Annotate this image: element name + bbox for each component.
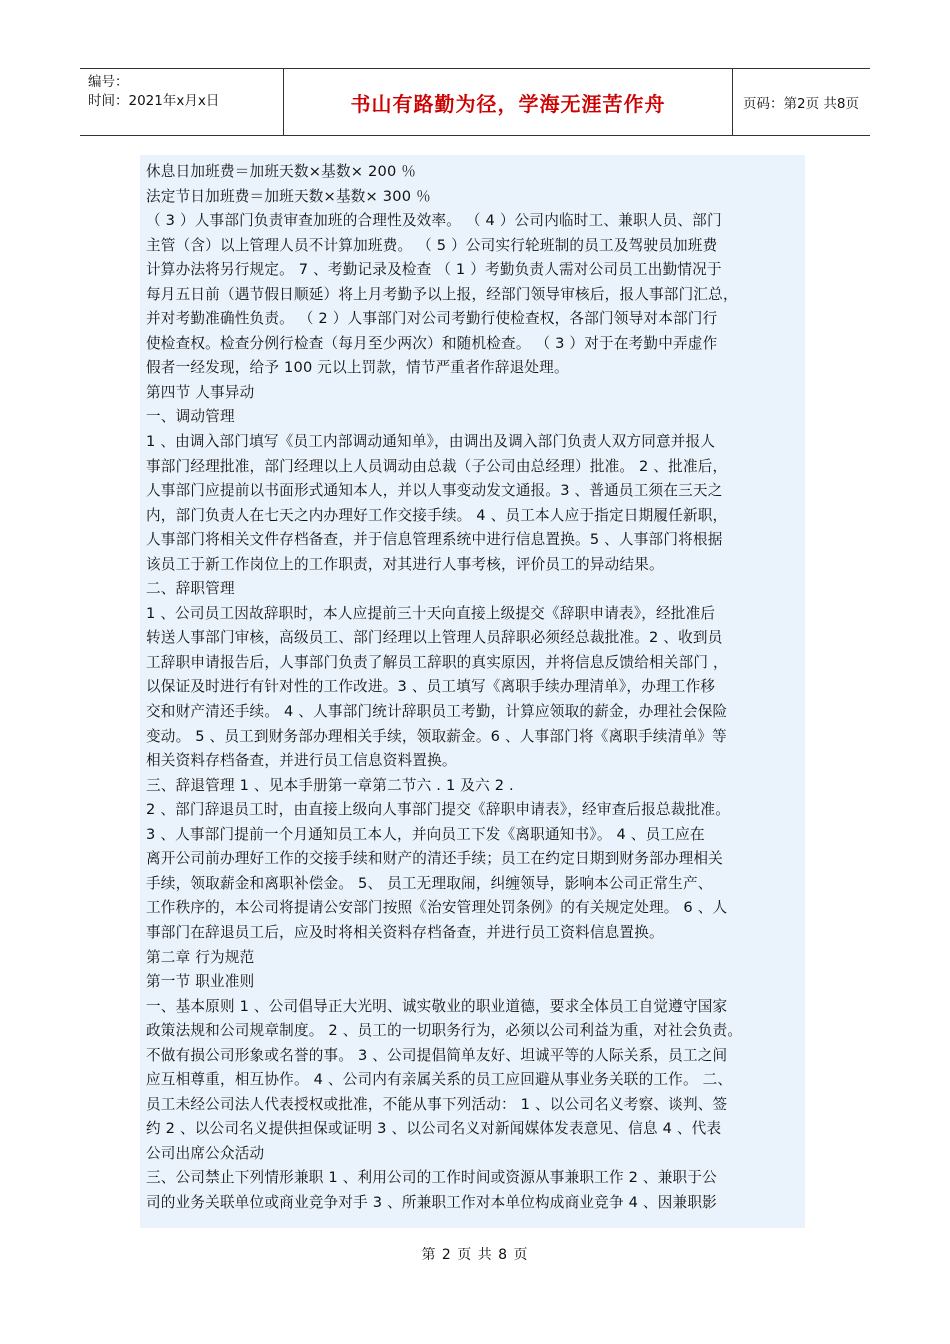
text-line: 手续，领取薪金和离职补偿金。 5、 员工无理取闹，纠缠领导，影响本公司正常生产、	[146, 874, 713, 892]
text-line: 该员工于新工作岗位上的工作职责，对其进行人事考核，评价员工的异动结果。	[146, 555, 664, 573]
text-line: 二、辞职管理	[146, 580, 235, 598]
text-line: 变动。 5 、员工到财务部办理相关手续，领取薪金。6 、人事部门将《离职手续清单》等	[146, 727, 727, 745]
document-number: 编号：	[88, 74, 129, 90]
text-line: 员工未经公司法人代表授权或批准，不能从事下列活动： 1 、以公司名义考察、谈判、签	[146, 1095, 728, 1113]
text-line: 司的业务关联单位或商业竞争对手 3 、所兼职工作对本单位构成商业竞争 4 、因兼职影	[146, 1193, 717, 1211]
text-line: 主管（含）以上管理人员不计算加班费。 （ 5 ）公司实行轮班制的员工及驾驶员加班费	[146, 236, 718, 254]
text-line: 计算办法将另行规定。 7 、考勤记录及检查 （ 1 ）考勤负责人需对公司员工出勤情况于	[146, 261, 722, 279]
text-line: 1 、公司员工因故辞职时，本人应提前三十天向直接上级提交《辞职申请表》，经批准后	[146, 604, 716, 622]
text-line: 以保证及时进行有针对性的工作改进。3 、员工填写《离职手续办理清单》，办理工作移	[146, 678, 716, 696]
text-line: 1 、由调入部门填写《员工内部调动通知单》，由调出及调入部门负责人双方同意并报人	[146, 433, 716, 451]
text-line: 交和财产清还手续。 4 、人事部门统计辞职员工考勤，计算应领取的薪金，办理社会保险	[146, 703, 728, 721]
document-body	[140, 155, 805, 1228]
text-line: 假者一经发现，给予 100 元以上罚款，情节严重者作辞退处理。	[146, 359, 569, 377]
text-line: 三、公司禁止下列情形兼职 1 、利用公司的工作时间或资源从事兼职工作 2 、兼职于公	[146, 1169, 717, 1187]
text-line: 事部门在辞退员工后，应及时将相关资料存档备查，并进行员工资料信息置换。	[146, 923, 664, 941]
header-motto-cell	[283, 69, 733, 135]
header-page-cell	[733, 69, 870, 135]
text-line: 转送人事部门审核，高级员工、部门经理以上管理人员辞职必须经总裁批准。2 、收到员	[146, 629, 723, 647]
text-line: 2 、部门辞退员工时，由直接上级向人事部门提交《辞职申请表》，经审查后报总裁批准。	[146, 801, 730, 819]
text-line: 第四节 人事异动	[146, 383, 255, 401]
text-line: 休息日加班费＝加班天数×基数× 200 ％	[146, 163, 417, 180]
text-line: 法定节日加班费＝加班天数×基数× 300 ％	[146, 187, 431, 205]
text-line: 3 、人事部门提前一个月通知员工本人，并向员工下发《离职通知书》。 4 、员工应在	[146, 825, 705, 843]
page-header	[80, 68, 870, 136]
text-line: 政策法规和公司规章制度。 2 、员工的一切职务行为，必须以公司利益为重，对社会负责。	[146, 1022, 743, 1040]
text-line: 第二章 行为规范	[146, 948, 255, 966]
page-footer: 第 2 页 共 8 页	[421, 1247, 529, 1263]
document-date: 时间：2021年x月x日	[88, 93, 220, 109]
text-line: 人事部门将相关文件存档备查，并于信息管理系统中进行信息置换。5 、人事部门将根据	[146, 531, 723, 549]
text-line: 公司出席公众活动	[146, 1144, 265, 1162]
text-line: 并对考勤准确性负责。 （ 2 ）人事部门对公司考勤行使检查权，各部门领导对本部门行	[146, 310, 718, 328]
text-line: 不做有损公司形象或名誉的事。 3 、公司提倡简单友好、坦诚平等的人际关系，员工之间	[146, 1046, 728, 1064]
text-line: 工辞职申请报告后，人事部门负责了解员工辞职的真实原因，并将信息反馈给相关部门 ，	[146, 653, 728, 671]
text-line: 三、辞退管理 1 、见本手册第一章第二节六 . 1 及六 2 .	[146, 776, 514, 794]
text-line: 内，部门负责人在七天之内办理好工作交接手续。 4 、员工本人应于指定日期履任新职，	[146, 506, 728, 524]
header-motto: 书山有路勤为径，学海无涯苦作舟	[350, 91, 666, 116]
text-line: 一、调动管理	[146, 408, 235, 426]
text-line: 每月五日前（遇节假日顺延）将上月考勤予以上报，经部门领导审核后，报人事部门汇总，	[146, 285, 738, 303]
text-line: 离开公司前办理好工作的交接手续和财产的清还手续；员工在约定日期到财务部办理相关	[146, 850, 723, 868]
text-line: 相关资料存档备查，并进行员工信息资料置换。	[146, 752, 457, 770]
text-line: 人事部门应提前以书面形式通知本人，并以人事变动发文通报。3 、普通员工须在三天之	[146, 482, 723, 500]
text-line: （ 3 ）人事部门负责审查加班的合理性及效率。 （ 4 ）公司内临时工、兼职人员、部门	[146, 212, 722, 230]
text-line: 第一节 职业准则	[146, 973, 255, 991]
header-meta	[80, 69, 283, 135]
text-line: 约 2 、以公司名义提供担保或证明 3 、以公司名义对新闻媒体发表意见、信息 4 、代表	[146, 1120, 722, 1138]
text-line: 一、基本原则 1 、公司倡导正大光明、诚实敬业的职业道德，要求全体员工自觉遵守国家	[146, 997, 728, 1015]
header-page-number: 页码：第2页 共8页	[743, 96, 859, 112]
text-line: 事部门经理批准，部门经理以上人员调动由总裁（子公司由总经理）批准。 2 、批准后，	[146, 457, 728, 475]
text-line: 应互相尊重，相互协作。 4 、公司内有亲属关系的员工应回避从事业务关联的工作。 二、	[146, 1071, 733, 1089]
text-line: 使检查权。检查分例行检查（每月至少两次）和随机检查。 （ 3 ）对于在考勤中弄虚作	[146, 334, 718, 352]
text-line: 工作秩序的，本公司将提请公安部门按照《治安管理处罚条例》的有关规定处理。 6 、人	[146, 899, 728, 917]
